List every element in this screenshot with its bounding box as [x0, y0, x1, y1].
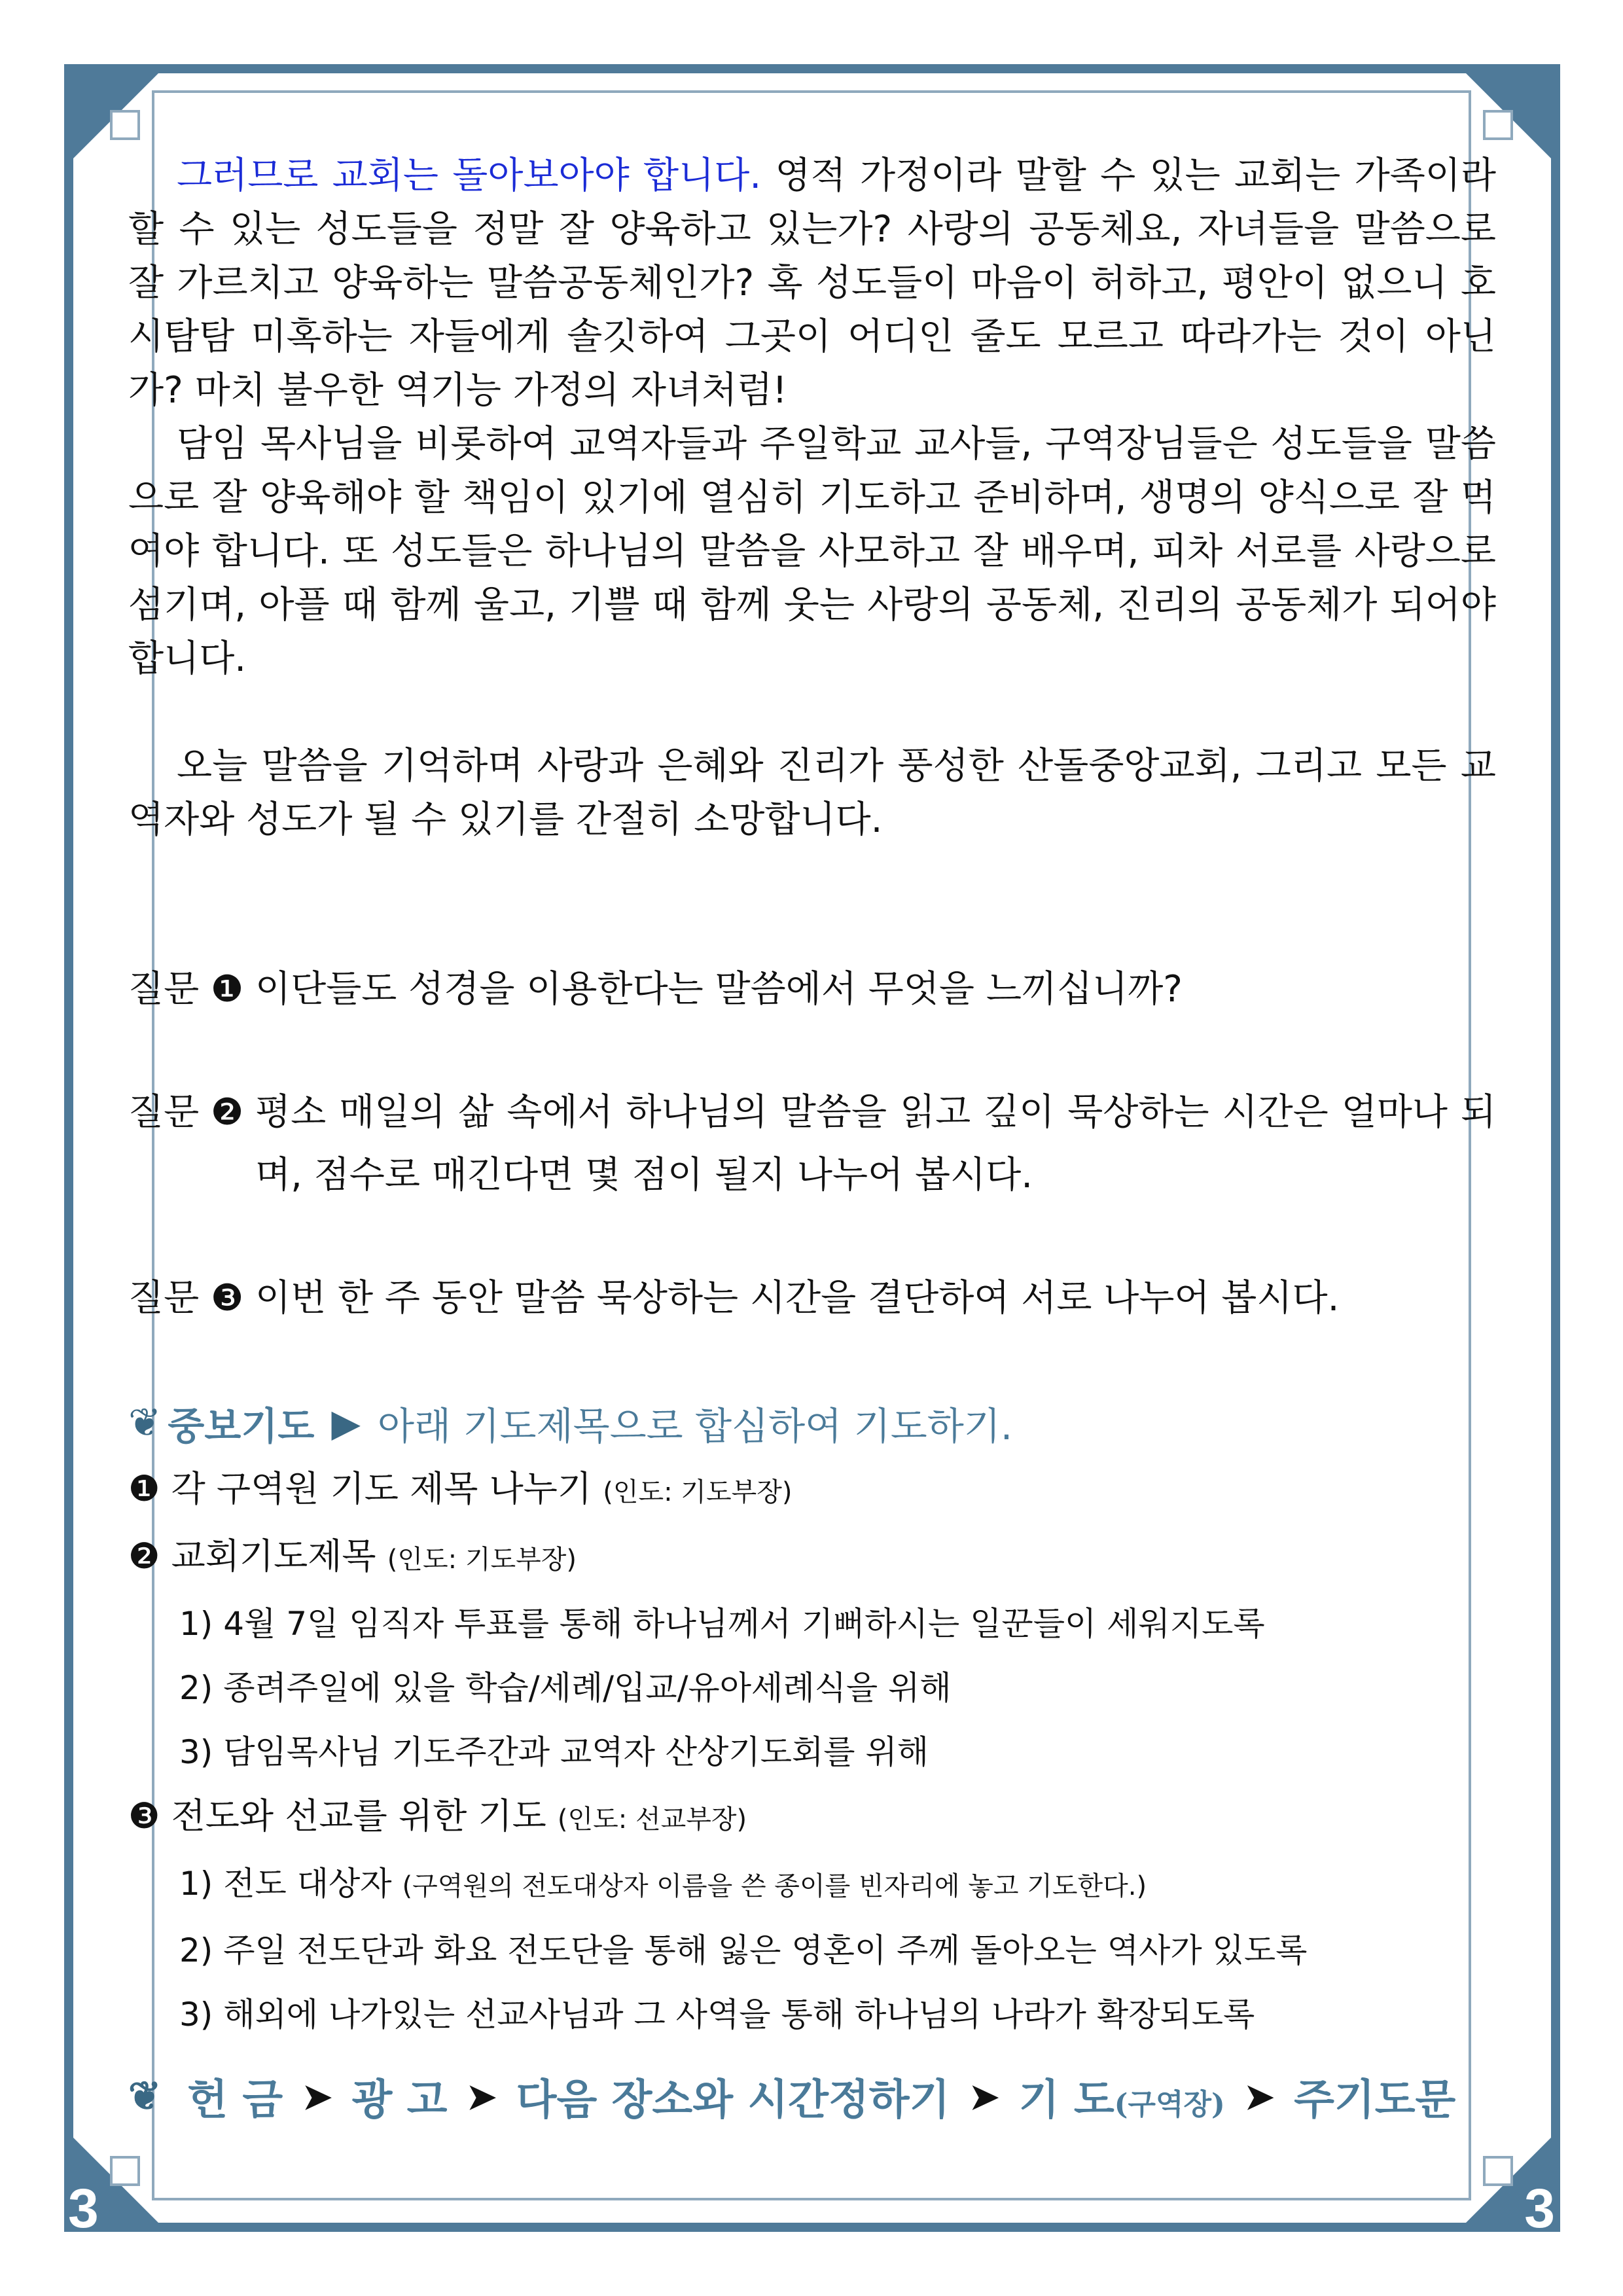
prayer-item-3	[128, 1784, 1496, 1852]
order-of-service	[128, 2066, 1496, 2126]
corner-square-bottom-left	[110, 2156, 140, 2186]
arrow-right-icon: ➤	[969, 2075, 999, 2117]
prayer-subitem: 3) 담임목사님 기도주간과 교역자 산상기도회를 위해	[179, 1733, 929, 1771]
order-step-note: (구역장)	[1114, 2088, 1225, 2121]
prayer-item-note: (인도: 기도부장)	[603, 1477, 793, 1507]
corner-square-top-left	[110, 110, 140, 140]
order-step	[1019, 2066, 1225, 2126]
arrow-right-icon: ➤	[302, 2075, 332, 2117]
question-2	[128, 1081, 1496, 1207]
prayer-subitem: 1) 4월 7일 임직자 투표를 통해 하나님께서 기뻐하시는 일꾼들이 세워지도록	[179, 1605, 1265, 1643]
prayer-subitem-text: 1) 전도 대상자	[179, 1865, 392, 1903]
question-text: 이번 한 주 동안 말씀 묵상하는 시간을 결단하여 서로 나누어 봅시다.	[255, 1277, 1340, 1319]
prayer-item-2	[128, 1524, 1496, 1592]
order-step: 헌 금	[187, 2075, 283, 2125]
prayer-item-title: 전도와 선교를 위한 기도	[171, 1795, 546, 1837]
prayer-item-note: (인도: 기도부장)	[387, 1545, 577, 1575]
prayer-subitem-note: (구역원의 전도대상자 이름을 쓴 종이를 빈자리에 놓고 기도한다.)	[402, 1871, 1147, 1901]
order-step: 주기도문	[1294, 2075, 1456, 2125]
emphasis-lead: 그러므로 교회는 돌아보아야 합니다.	[177, 154, 762, 197]
question-text: 평소 매일의 삶 속에서 하나님의 말씀을 읽고 깊이 묵상하는 시간은 얼마나 되며, 점수로 매긴다면 몇 점이 될지 나누어 봅시다.	[255, 1091, 1496, 1196]
leaf-icon: ❦	[128, 2073, 162, 2119]
question-label: 질문 ❸	[128, 1277, 255, 1319]
leaf-icon: ❦	[128, 1400, 162, 1446]
prayer-heading	[128, 1395, 1496, 1450]
prayer-item-note: (인도: 선교부장)	[557, 1804, 747, 1835]
corner-square-top-right	[1483, 110, 1513, 140]
paragraph-1-text: 영적 가정이라 말할 수 있는 교회는 가족이라 할 수 있는 성도들을 정말 잘 양육하고 있는가? 사랑의 공동체요, 자녀들을 말씀으로 잘 가르치고 양육하는 말씀공동체인가? 혹 성도들이 마음이 허하고, 평안이 없으니 호시탐탐 미혹하는 자들에게 솔깃하여 그곳이 어디인 줄도 모르고 따라가는 것이 아닌가? 마치 불우한 역기능 가정의 자녀처럼!	[128, 154, 1496, 412]
page-number-right: 3	[1524, 2178, 1555, 2239]
prayer-title: 중보기도	[168, 1404, 315, 1448]
paragraph-3: 오늘 말씀을 기억하며 사랑과 은혜와 진리가 풍성한 산돌중앙교회, 그리고 모든 교역자와 성도가 될 수 있기를 간절히 소망합니다.	[128, 745, 1496, 841]
number-badge: ❸	[128, 1795, 160, 1837]
prayer-subitem	[179, 1852, 1496, 1918]
arrow-right-icon: ➤	[1244, 2075, 1275, 2117]
arrow-right-icon: ➤	[467, 2075, 497, 2117]
number-badge: ❷	[128, 1535, 160, 1577]
order-step: 다음 장소와 시간정하기	[516, 2075, 950, 2125]
prayer-subitem: 2) 종려주일에 있을 학습/세례/입교/유아세례식을 위해	[179, 1669, 952, 1707]
question-1	[128, 958, 1496, 1021]
prayer-item-1	[128, 1457, 1496, 1524]
question-3	[128, 1267, 1496, 1330]
order-step-label: 기 도	[1018, 2075, 1115, 2125]
page-content	[128, 149, 1496, 2126]
corner-square-bottom-right	[1483, 2156, 1513, 2186]
prayer-subitem: 2) 주일 전도단과 화요 전도단을 통해 잃은 영혼이 주께 돌아오는 역사가 있도록	[179, 1931, 1308, 1969]
paragraph-1	[128, 149, 1496, 418]
prayer-subitem: 3) 해외에 나가있는 선교사님과 그 사역을 통해 하나님의 나라가 확장되도록	[179, 1996, 1255, 2034]
prayer-subtitle: 아래 기도제목으로 합심하여 기도하기.	[378, 1404, 1013, 1448]
triangle-right-icon: ▶	[331, 1401, 361, 1445]
prayer-item-title: 교회기도제목	[171, 1535, 376, 1577]
page-number-left: 3	[68, 2178, 99, 2239]
order-step: 광 고	[351, 2075, 448, 2125]
question-text: 이단들도 성경을 이용한다는 말씀에서 무엇을 느끼십니까?	[255, 968, 1183, 1011]
question-label: 질문 ❶	[128, 968, 255, 1011]
number-badge: ❶	[128, 1468, 160, 1509]
question-label: 질문 ❷	[128, 1091, 255, 1134]
paragraph-2: 담임 목사님을 비롯하여 교역자들과 주일학교 교사들, 구역장님들은 성도들을 말씀으로 잘 양육해야 할 책임이 있기에 열심히 기도하고 준비하며, 생명의 양식으로 잘 먹여야 합니다. 또 성도들은 하나님의 말씀을 사모하고 잘 배우며, 피차 서로를 사랑으로 섬기며, 아플 때 함께 울고, 기쁠 때 함께 웃는 사랑의 공동체, 진리의 공동체가 되어야 합니다.	[128, 423, 1496, 680]
prayer-item-title: 각 구역원 기도 제목 나누기	[171, 1468, 592, 1509]
